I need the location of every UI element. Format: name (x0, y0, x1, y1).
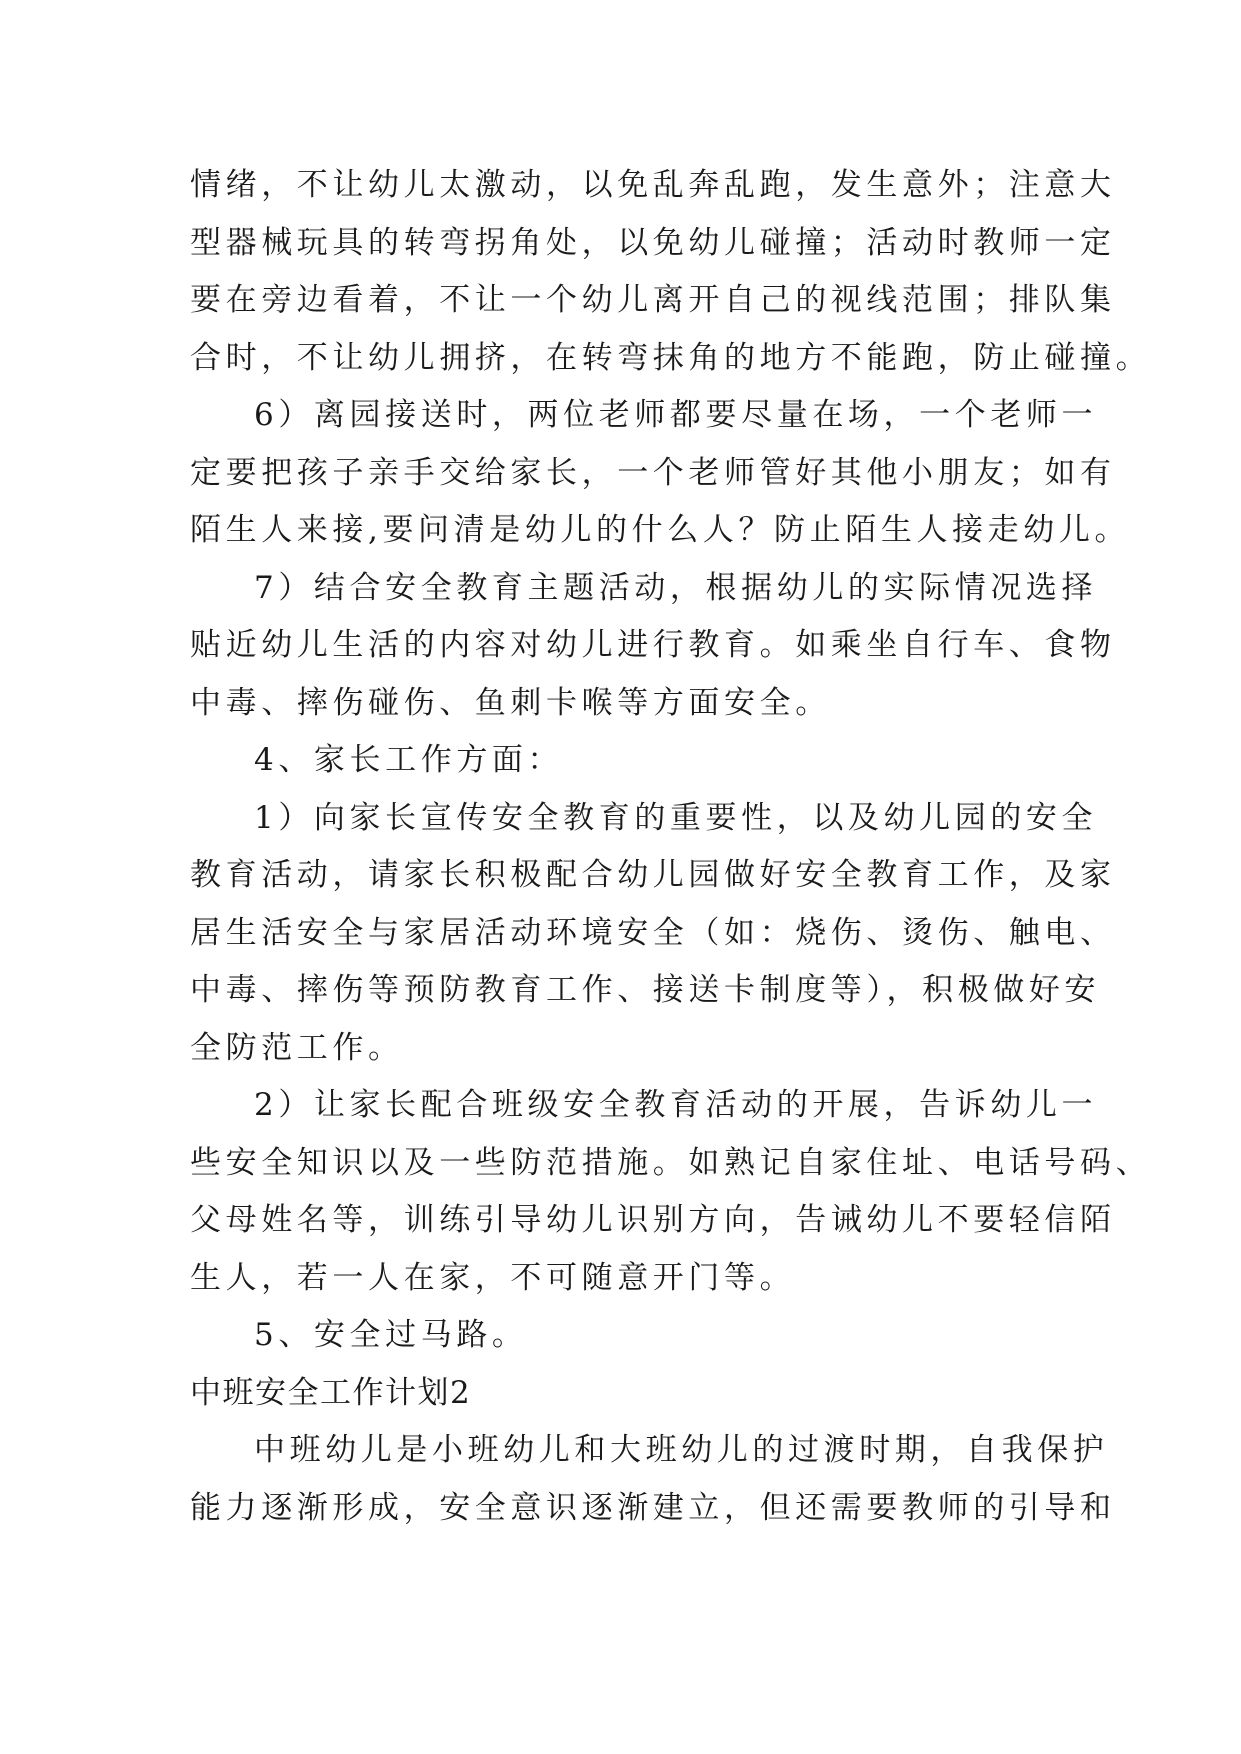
paragraph-start-line: 6）离园接送时，两位老师都要尽量在场，一个老师一 (254, 397, 1098, 433)
text-line: 父母姓名等，训练引导幼儿识别方向，告诫幼儿不要轻信陌 (190, 1202, 1116, 1238)
paragraph-start-line: 7）结合安全教育主题活动，根据幼儿的实际情况选择 (254, 569, 1098, 606)
document-page (190, 157, 1152, 1537)
text-line: 中毒、摔伤等预防教育工作、接送卡制度等），积极做好安 (190, 972, 1101, 1008)
section-heading: 4、家长工作方面： (254, 742, 564, 778)
text-line: 中毒、摔伤碰伤、鱼刺卡喉等方面安全。 (190, 684, 831, 721)
section-heading: 5、安全过马路。 (254, 1317, 528, 1353)
text-line: 要在旁边看着，不让一个幼儿离开自己的视线范围；排队集 (190, 282, 1116, 318)
text-line: 贴近幼儿生活的内容对幼儿进行教育。如乘坐自行车、食物 (190, 627, 1116, 663)
text-line: 些安全知识以及一些防范措施。如熟记自家住址、电话号码、 (190, 1144, 1152, 1181)
text-line: 生人，若一人在家，不可随意开门等。 (190, 1259, 796, 1296)
text-line: 陌生人来接,要问清是幼儿的什么人？防止陌生人接走幼儿。 (190, 512, 1131, 548)
text-line: 居生活安全与家居活动环境安全（如：烧伤、烫伤、触电、 (190, 914, 1116, 951)
text-line: 型器械玩具的转弯拐角处，以免幼儿碰撞；活动时教师一定 (190, 224, 1116, 261)
paragraph-start-line: 2）让家长配合班级安全教育活动的开展，告诉幼儿一 (254, 1087, 1098, 1123)
text-line: 定要把孩子亲手交给家长，一个老师管好其他小朋友；如有 (190, 454, 1116, 491)
paragraph-start-line: 1）向家长宣传安全教育的重要性，以及幼儿园的安全 (254, 799, 1098, 836)
text-line: 教育活动，请家长积极配合幼儿园做好安全教育工作，及家 (190, 857, 1116, 893)
text-line: 能力逐渐形成，安全意识逐渐建立，但还需要教师的引导和 (190, 1489, 1116, 1526)
text-line: 情绪，不让幼儿太激动，以免乱奔乱跑，发生意外；注意大 (190, 167, 1116, 203)
text-line: 全防范工作。 (190, 1029, 404, 1066)
paragraph-start-line: 中班幼儿是小班幼儿和大班幼儿的过渡时期，自我保护 (254, 1432, 1109, 1468)
text-line: 合时，不让幼儿拥挤，在转弯抹角的地方不能跑，防止碰撞。 (190, 339, 1152, 376)
document-title: 中班安全工作计划2 (190, 1374, 472, 1411)
